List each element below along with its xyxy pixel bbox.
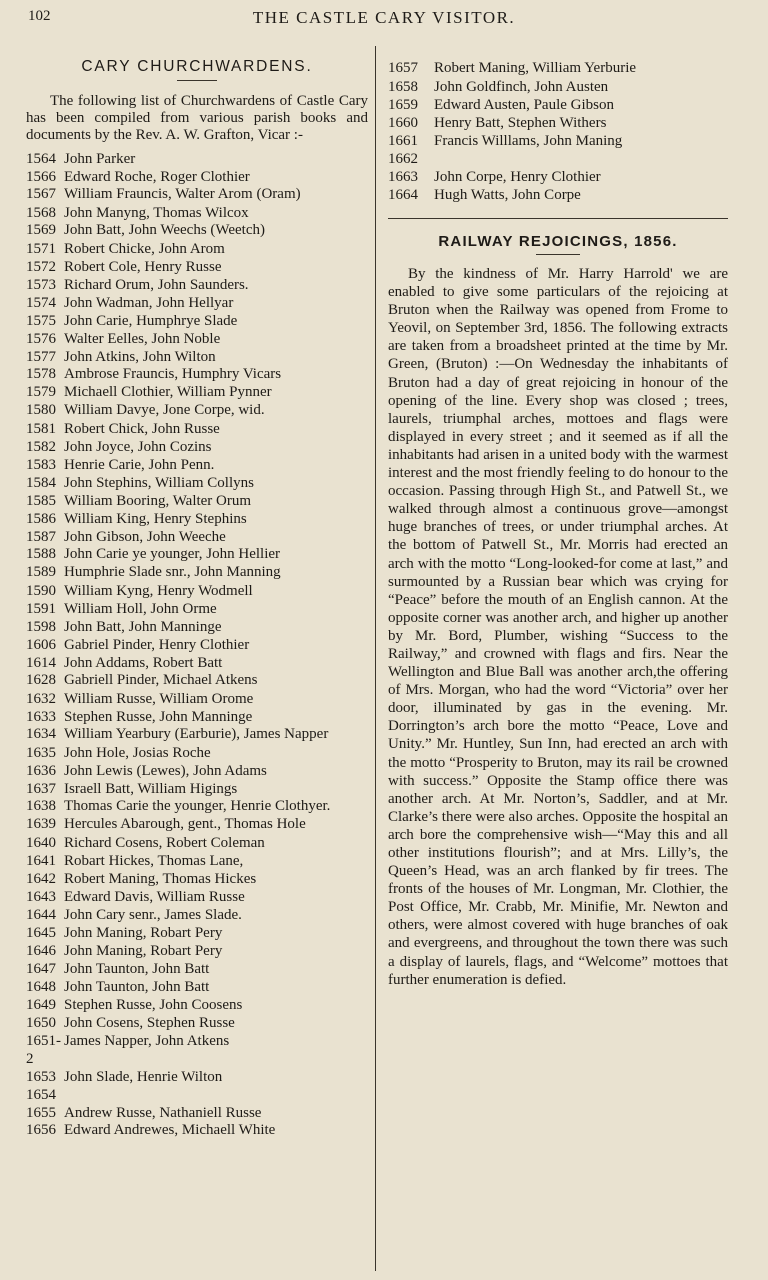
list-item	[26, 798, 368, 814]
entry-names: Hercules Abarough, gent., Thomas Hole	[64, 816, 306, 832]
entry-names: Edward Davis, William Russe	[64, 889, 245, 905]
list-item	[26, 654, 368, 672]
list-item	[26, 1014, 368, 1032]
entry-names: Henrie Carie, John Penn.	[64, 457, 215, 473]
entry-year: 1649	[26, 997, 56, 1013]
entry-names: John Joyce, John Cozins	[64, 439, 212, 455]
entry-year: 1567	[26, 186, 56, 202]
entry-names: John Addams, Robert Batt	[64, 655, 223, 671]
entry-year: 1655	[26, 1105, 56, 1121]
entry-year: 1651-2	[26, 1033, 61, 1067]
entry-year: 1657	[388, 60, 418, 76]
entry-year: 1634	[26, 726, 56, 742]
list-item	[26, 978, 368, 996]
entry-names: Ambrose Frauncis, Humphry Vicars	[64, 366, 282, 382]
title-dash	[177, 80, 217, 81]
churchwardens-title: CARY CHURCHWARDENS.	[81, 58, 313, 75]
list-item	[388, 78, 728, 96]
left-column	[26, 52, 368, 1140]
list-item	[26, 744, 368, 762]
list-item	[26, 618, 368, 636]
entry-year: 1633	[26, 709, 56, 725]
list-item	[388, 60, 728, 76]
entry-year: 1573	[26, 277, 56, 293]
entry-year: 1588	[26, 546, 56, 562]
list-item	[26, 888, 368, 906]
entry-names: John Atkins, John Wilton	[64, 349, 216, 365]
list-item	[26, 852, 368, 870]
entry-names: Robert Maning, Thomas Hickes	[64, 871, 257, 887]
list-item	[26, 1068, 368, 1086]
entry-year: 1589	[26, 564, 56, 580]
entry-year: 1566	[26, 169, 56, 185]
entry-year: 1650	[26, 1015, 56, 1031]
list-item	[26, 150, 368, 168]
page-header	[0, 8, 768, 32]
entry-names: Walter Eelles, John Noble	[64, 331, 221, 347]
entry-year: 1585	[26, 493, 56, 509]
list-item	[26, 906, 368, 924]
list-item	[26, 510, 368, 528]
entry-names: Stephen Russe, John Coosens	[64, 997, 243, 1013]
title-dash	[536, 254, 580, 255]
entry-names: Stephen Russe, John Manninge	[64, 709, 253, 725]
entry-names: William Booring, Walter Orum	[64, 493, 252, 509]
list-item	[26, 1032, 368, 1068]
entry-names: Hugh Watts, John Corpe	[434, 187, 581, 203]
list-item	[26, 942, 368, 960]
entry-names: John Wadman, John Hellyar	[64, 295, 234, 311]
entry-names: William Russe, William Orome	[64, 691, 254, 707]
entry-year: 1574	[26, 295, 56, 311]
list-item	[26, 600, 368, 618]
entry-year: 1663	[388, 169, 418, 185]
entry-names: Michaell Clothier, William Pynner	[64, 384, 272, 400]
entry-year: 1638	[26, 798, 56, 814]
entry-names: Henry Batt, Stephen Withers	[434, 115, 607, 131]
entry-names: Andrew Russe, Nathaniell Russe	[64, 1105, 262, 1121]
railway-article-body: By the kindness of Mr. Harry Harrold' we are enabled to give some particulars of the rejoicing at Bruton when the Railway was opened from Frome to Yeovil, on September 3rd, 1856. The following extracts are taken from a broadsheet printed at the time by Mr. Green, (Bruton) :—On Wednesday the inhabitants of Bruton had a day of great rejoicing in honour of the opening of the line. Every shop was closed ; trees, laurels, triumphal arches, mottoes and flags were displayed in every street ; and it seemed as if all the inhabitants had arisen in a united body with the warmest interest and the most friendly feeling to do honour to the occasion. Passing through High St., and Patwell St., we walked through almost a continuous grove—amongst huge branches of trees, or under triumphal arches. At the bottom of Patwell St., Mr. Morris had erected an arch with the motto “Long-looked-for come at last,” and surmounted by a Russian bear which was crying for “Peace” before the mouth of an English cannon. At the opposite corner was another arch, and higher up another by Mr. Bord, Plumber, wishing “Success to the Railway,” and crowned with flags and firs. Near the Wellington and Blue Ball was another arch,the offering of Mrs. Morgan, who had the word “Victoria” over her door, illuminated by gas in the evening. Mr. Dorrington’s arch bore the motto “Peace, Love and Unity.” Mr. Huntley, Sun Inn, had erected an arch with the motto “Prosperity to Bruton, may its rail be crowned with success.” Opposite the Stamp office there was another arch. At Mr. Norton’s, Saddler, and at Mr. Clarke’s there were also arches. Opposite the hospital an arch bore the comprehensive wish—“May this and all other institutions flourish”; and at Mrs. Lilly’s, the Queen’s Head, was an arch flanked by fir trees. The fronts of the houses of Mr. Longman, Mr. Clothier, the Post Office, Mr. Crabb, Mr. Minifie, Mr. Newton and others, were almost covered with huge branches of oak and evergreens, and throughout the town there was such a display of laurels, flags, and “Welcome” mottoes that further enumeration is defied.	[388, 266, 728, 988]
list-item	[26, 384, 368, 400]
column-divider	[375, 46, 376, 1271]
entry-year: 1637	[26, 781, 56, 797]
page-number: 102	[28, 8, 51, 24]
entry-year: 1606	[26, 637, 56, 653]
entry-names: John Carie, Humphrye Slade	[64, 313, 238, 329]
entry-year: 1639	[26, 816, 56, 832]
entry-year: 1635	[26, 745, 56, 761]
entry-year: 1564	[26, 151, 56, 167]
entry-names: Richard Orum, John Saunders.	[64, 277, 249, 293]
entry-year: 1591	[26, 601, 56, 617]
entry-year: 1654	[26, 1087, 56, 1103]
entry-year: 1590	[26, 583, 56, 599]
list-item	[26, 924, 368, 942]
list-item	[26, 726, 368, 742]
entry-names: Israell Batt, William Higings	[64, 781, 238, 797]
list-item	[388, 186, 728, 204]
list-item	[26, 780, 368, 798]
entry-year: 1647	[26, 961, 56, 977]
entry-names: William Kyng, Henry Wodmell	[64, 583, 253, 599]
entry-names: Edward Roche, Roger Clothier	[64, 169, 250, 185]
list-item	[26, 996, 368, 1014]
entry-year: 1661	[388, 133, 418, 149]
entry-names: John Slade, Henrie Wilton	[64, 1069, 223, 1085]
list-item	[26, 762, 368, 780]
entry-year: 1569	[26, 222, 56, 238]
list-item	[26, 708, 368, 726]
entry-names: Robert Maning, William Yerburie	[434, 60, 637, 76]
churchwardens-list	[26, 150, 368, 1138]
list-item	[26, 564, 368, 580]
entry-names: Robert Cole, Henry Russe	[64, 259, 222, 275]
entry-names: William Yearbury (Earburie), James Napper	[64, 726, 329, 742]
list-item	[26, 240, 368, 258]
list-item	[26, 294, 368, 312]
entry-names: Humphrie Slade snr., John Manning	[64, 564, 281, 580]
list-item	[26, 816, 368, 832]
entry-names: Richard Cosens, Robert Coleman	[64, 835, 265, 851]
entry-names: John Cosens, Stephen Russe	[64, 1015, 235, 1031]
entry-year: 1656	[26, 1122, 56, 1138]
entry-year: 1584	[26, 475, 56, 491]
entry-names: Gabriell Pinder, Michael Atkens	[64, 672, 258, 688]
list-item	[26, 528, 368, 546]
entry-year: 1636	[26, 763, 56, 779]
list-item	[26, 672, 368, 688]
entry-year: 1572	[26, 259, 56, 275]
list-item	[26, 1104, 368, 1122]
entry-names: William Frauncis, Walter Arom (Oram)	[64, 186, 301, 202]
entry-year: 1575	[26, 313, 56, 329]
list-item	[26, 870, 368, 888]
list-item	[388, 132, 728, 150]
entry-names: William Holl, John Orme	[64, 601, 217, 617]
list-item	[26, 546, 368, 562]
section-rule	[388, 218, 728, 219]
entry-year: 1568	[26, 205, 56, 221]
entry-names: Robert Chicke, John Arom	[64, 241, 225, 257]
entry-year: 1645	[26, 925, 56, 941]
entry-names: John Goldfinch, John Austen	[434, 79, 609, 95]
entry-names: Robart Hickes, Thomas Lane,	[64, 853, 244, 869]
entry-names: John Taunton, John Batt	[64, 961, 210, 977]
entry-year: 1659	[388, 97, 418, 113]
entry-year: 1582	[26, 439, 56, 455]
right-column	[388, 60, 728, 989]
entry-year: 1578	[26, 366, 56, 382]
entry-names: John Stephins, William Collyns	[64, 475, 254, 491]
entry-names: James Napper, John Atkens	[64, 1033, 230, 1049]
entry-year: 1614	[26, 655, 56, 671]
entry-year: 1577	[26, 349, 56, 365]
list-item	[26, 636, 368, 654]
entry-names: John Maning, Robart Pery	[64, 925, 223, 941]
churchwardens-list-continued	[388, 60, 728, 204]
entry-names: Francis Willlams, John Maning	[434, 133, 623, 149]
entry-year: 1648	[26, 979, 56, 995]
list-item	[26, 258, 368, 276]
list-item	[26, 168, 368, 186]
list-item	[26, 276, 368, 294]
entry-year: 1628	[26, 672, 56, 688]
entry-year: 1646	[26, 943, 56, 959]
list-item	[26, 1122, 368, 1138]
list-item	[26, 834, 368, 852]
entry-names: John Maning, Robart Pery	[64, 943, 223, 959]
entry-year: 1579	[26, 384, 56, 400]
entry-year: 1583	[26, 457, 56, 473]
list-item	[26, 1086, 368, 1104]
list-item	[26, 474, 368, 492]
entry-year: 1643	[26, 889, 56, 905]
entry-names: William King, Henry Stephins	[64, 511, 247, 527]
entry-names: Thomas Carie the younger, Henrie Clothyer.	[64, 798, 331, 814]
entry-year: 1664	[388, 187, 418, 203]
intro-paragraph: The following list of Churchwardens of Castle Cary has been compiled from various parish books and documents by the Rev. A. W. Grafton, Vicar :-	[26, 93, 368, 143]
entry-names: John Batt, John Weechs (Weetch)	[64, 222, 266, 238]
entry-year: 1662	[388, 151, 418, 167]
list-item	[26, 438, 368, 456]
entry-year: 1598	[26, 619, 56, 635]
running-title: THE CASTLE CARY VISITOR.	[252, 8, 516, 27]
list-item	[388, 114, 728, 132]
entry-year: 1658	[388, 79, 418, 95]
entry-names: John Taunton, John Batt	[64, 979, 210, 995]
entry-names: John Batt, John Manninge	[64, 619, 222, 635]
entry-names: John Manyng, Thomas Wilcox	[64, 205, 249, 221]
list-item	[26, 582, 368, 600]
entry-names: John Parker	[64, 151, 136, 167]
entry-year: 1653	[26, 1069, 56, 1085]
list-item	[26, 330, 368, 348]
entry-names: Edward Andrewes, Michaell White	[64, 1122, 276, 1138]
list-item	[26, 348, 368, 366]
list-item	[388, 168, 728, 186]
list-item	[26, 204, 368, 222]
list-item	[26, 960, 368, 978]
entry-names: John Carie ye younger, John Hellier	[64, 546, 281, 562]
railway-title: RAILWAY REJOICINGS, 1856.	[438, 233, 678, 250]
list-item	[388, 96, 728, 114]
entry-year: 1632	[26, 691, 56, 707]
entry-year: 1641	[26, 853, 56, 869]
entry-year: 1580	[26, 402, 56, 418]
entry-names: John Lewis (Lewes), John Adams	[64, 763, 267, 779]
entry-names: Gabriel Pinder, Henry Clothier	[64, 637, 250, 653]
entry-names: John Hole, Josias Roche	[64, 745, 211, 761]
entry-names	[64, 1086, 368, 1104]
entry-year: 1587	[26, 529, 56, 545]
entry-names: John Cary senr., James Slade.	[64, 907, 242, 923]
list-item	[26, 420, 368, 438]
entry-names: John Gibson, John Weeche	[64, 529, 226, 545]
entry-year: 1576	[26, 331, 56, 347]
entry-year: 1581	[26, 421, 56, 437]
entry-year: 1586	[26, 511, 56, 527]
list-item	[26, 492, 368, 510]
list-item	[26, 186, 368, 202]
entry-names: John Corpe, Henry Clothier	[434, 169, 601, 185]
list-item	[26, 690, 368, 708]
entry-names: Robert Chick, John Russe	[64, 421, 220, 437]
entry-year: 1640	[26, 835, 56, 851]
list-item	[26, 456, 368, 474]
entry-names: William Davye, Jone Corpe, wid.	[64, 402, 265, 418]
entry-year: 1642	[26, 871, 56, 887]
list-item	[26, 312, 368, 330]
list-item	[26, 366, 368, 382]
entry-names: Edward Austen, Paule Gibson	[434, 97, 614, 113]
list-item	[26, 222, 368, 238]
entry-year: 1644	[26, 907, 56, 923]
entry-year: 1660	[388, 115, 418, 131]
entry-names	[434, 150, 728, 168]
entry-year: 1571	[26, 241, 56, 257]
list-item	[26, 402, 368, 418]
list-item	[388, 150, 728, 168]
